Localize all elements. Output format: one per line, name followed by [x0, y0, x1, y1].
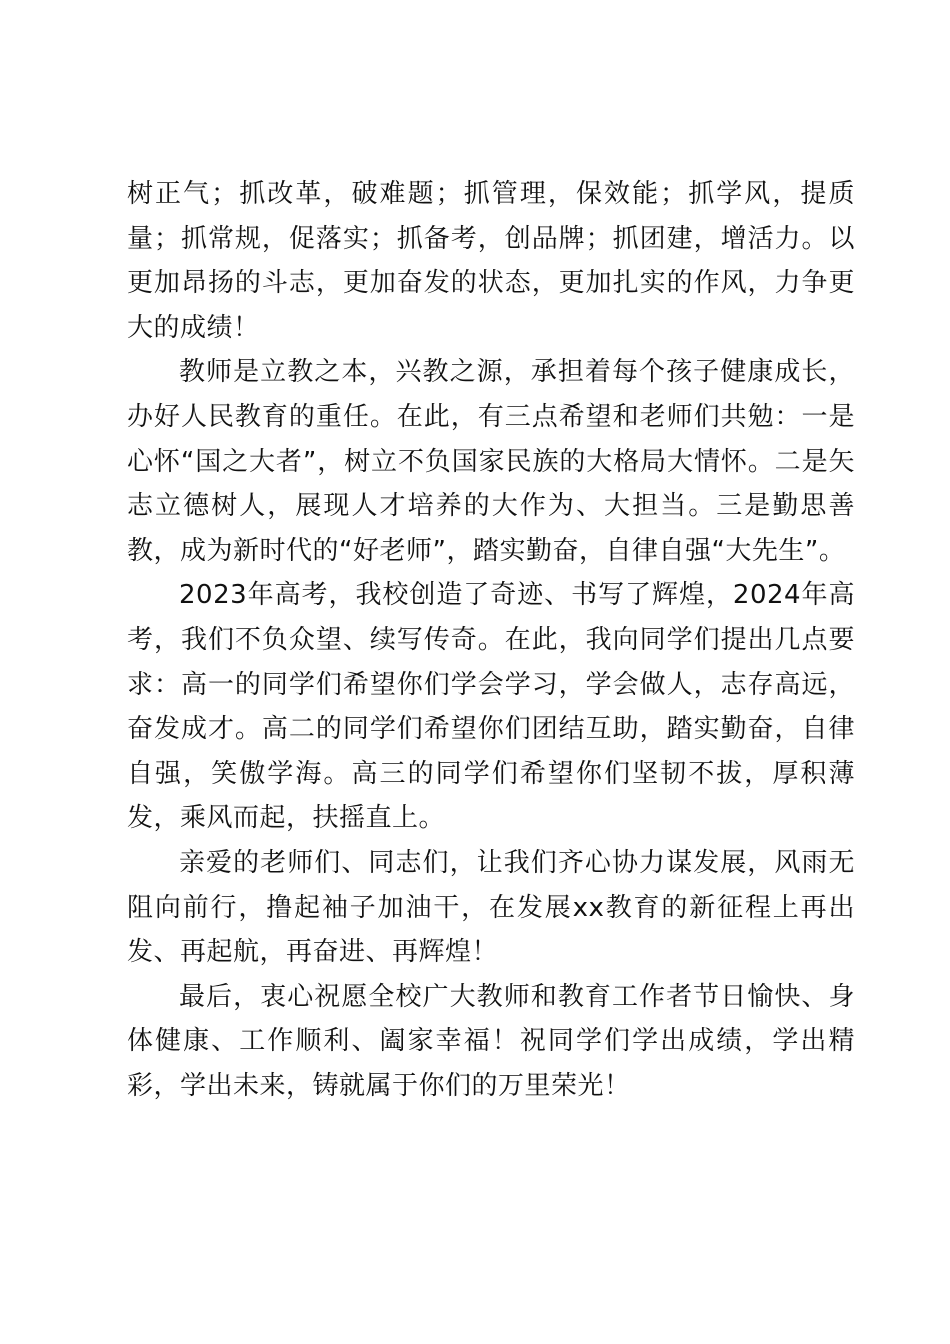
- paragraph-1: 树正气；抓改革，破难题；抓管理，保效能；抓学风，提质量；抓常规，促落实；抓备考，创品牌；抓团建，增活力。以更加昂扬的斗志，更加奋发的状态，更加扎实的作风，力争更大的成绩！: [127, 179, 855, 343]
- paragraph-3: 2023年高考，我校创造了奇迹、书写了辉煌，2024年高考，我们不负众望、续写传奇。在此，我向同学们提出几点要求：高一的同学们希望你们学会学习，学会做人，志存高远，奋发成才。高二的同学们希望你们团结互助，踏实勤奋，自律自强，笑傲学海。高三的同学们希望你们坚韧不拔，厚积薄发，乘风而起，扶摇直上。: [127, 580, 855, 834]
- paragraph-2: 教师是立教之本，兴教之源，承担着每个孩子健康成长，办好人民教育的重任。在此，有三点希望和老师们共勉：一是心怀“国之大者”，树立不负国家民族的大格局大情怀。二是矢志立德树人，展现人才培养的大作为、大担当。三是勤思善教，成为新时代的“好老师”，踏实勤奋，自律自强“大先生”。: [127, 357, 855, 566]
- document-page: [127, 172, 855, 1108]
- paragraph-4: 亲爱的老师们、同志们，让我们齐心协力谋发展，风雨无阻向前行，撸起袖子加油干，在发展xx教育的新征程上再出发、再起航，再奋进、再辉煌！: [127, 847, 855, 968]
- paragraph-5: 最后，衷心祝愿全校广大教师和教育工作者节日愉快、身体健康、工作顺利、阖家幸福！祝同学们学出成绩，学出精彩，学出未来，铸就属于你们的万里荣光！: [127, 981, 855, 1101]
